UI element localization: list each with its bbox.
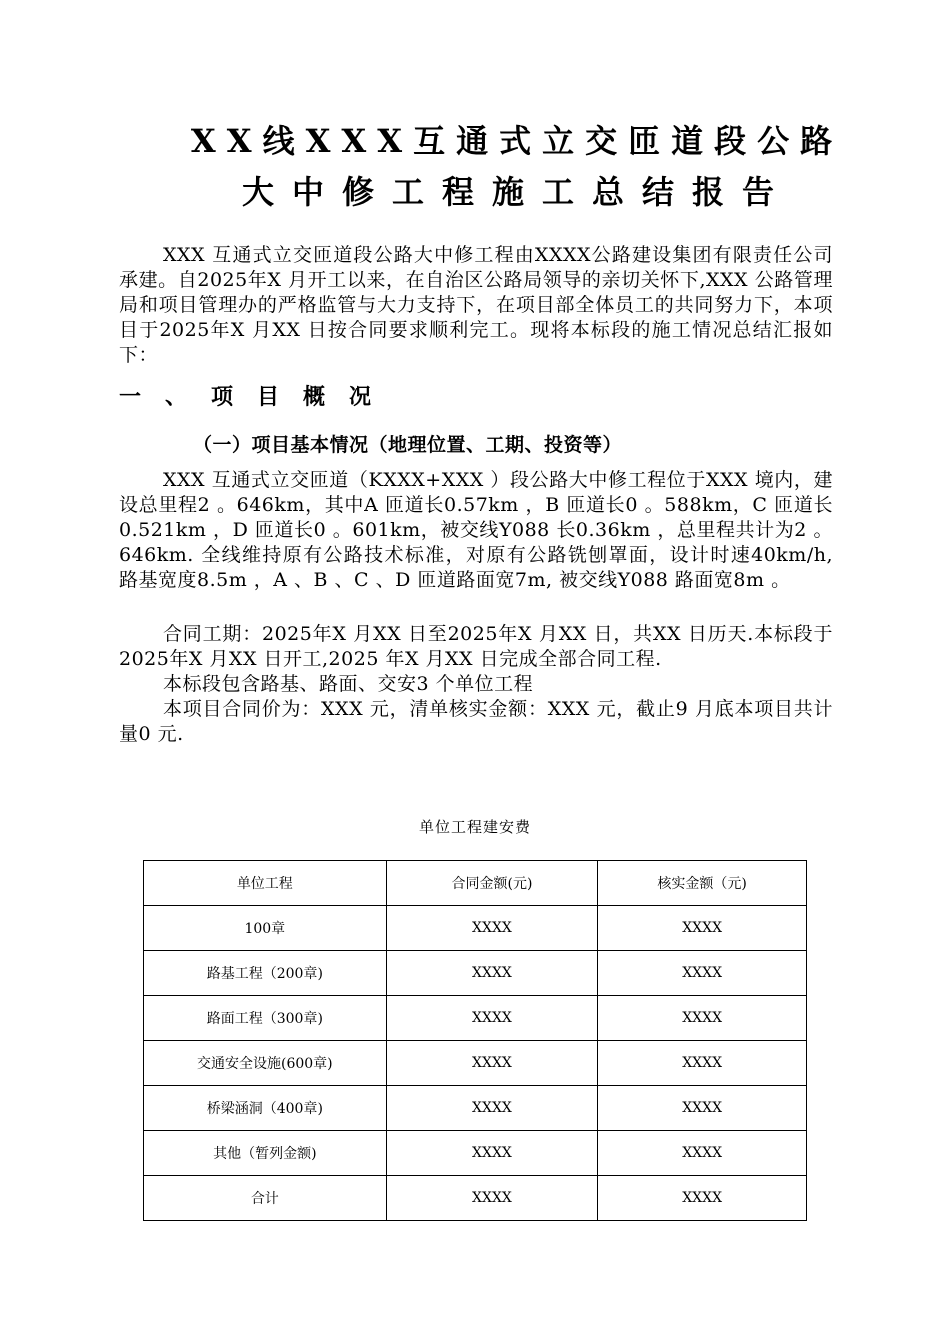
table-row: [144, 906, 807, 951]
cell-unit: 桥梁涵洞（400章): [144, 1086, 387, 1131]
cell-unit: 合计: [144, 1176, 387, 1221]
cell-contract: XXXX: [386, 1131, 598, 1176]
section-heading: 一、项目概况: [119, 384, 396, 410]
cell-unit: 路基工程（200章): [144, 951, 387, 996]
table-caption: 单位工程建安费: [418, 818, 531, 836]
table-row: [144, 1131, 807, 1176]
cell-verified: XXXX: [598, 1176, 807, 1221]
table-row: [144, 996, 807, 1041]
cell-contract: XXXX: [386, 1041, 598, 1086]
table-header-row: [144, 861, 807, 906]
table-row: [144, 1041, 807, 1086]
cost-table: [143, 860, 807, 1221]
header-unit: 单位工程: [144, 861, 387, 906]
units-paragraph: 本标段包含路基、路面、交安3 个单位工程: [163, 673, 534, 695]
cell-unit: 交通安全设施(600章): [144, 1041, 387, 1086]
cell-contract: XXXX: [386, 906, 598, 951]
cell-contract: XXXX: [386, 996, 598, 1041]
cell-unit: 100章: [144, 906, 387, 951]
subsection-heading: （一）项目基本情况（地理位置、工期、投资等）: [193, 434, 623, 456]
table-row: [144, 951, 807, 996]
cell-contract: XXXX: [386, 1086, 598, 1131]
intro-paragraph: XXX 互通式立交匝道段公路大中修工程由XXXX公路建设集团有限责任公司承建。自2025年X 月开工以来，在自治区公路局领导的亲切关怀下,XXX 公路管理局和项目管理办的严格监管与大力支持下，在项目部全体员工的共同努力下，本项目于2025年X 月XX 日按合同要求顺利完工。现将本标段的施工情况总结汇报如下：: [119, 244, 833, 366]
cell-verified: XXXX: [598, 1086, 807, 1131]
cell-contract: XXXX: [386, 1176, 598, 1221]
price-paragraph: 本项目合同价为：XXX 元，清单核实金额：XXX 元，截止9 月底本项目共计量0 元.: [119, 698, 833, 745]
cell-verified: XXXX: [598, 1131, 807, 1176]
cell-contract: XXXX: [386, 951, 598, 996]
document-title-line1: XX线XXX互通式立交匝道段公路: [190, 122, 844, 160]
header-verified-amount: 核实金额（元): [598, 861, 807, 906]
table-row: [144, 1086, 807, 1131]
cell-unit: 其他（暂列金额): [144, 1131, 387, 1176]
period-paragraph: 合同工期：2025年X 月XX 日至2025年X 月XX 日，共XX 日历天.本标段于2025年X 月XX 日开工,2025 年X 月XX 日完成全部合同工程.: [119, 623, 833, 670]
location-paragraph: XXX 互通式立交匝道（KXXX+XXX ）段公路大中修工程位于XXX 境内，建设总里程2 。646km，其中A 匝道长0.57km ，B 匝道长0 。588km，C 匝道长0.521km ，D 匝道长0 。601km，被交线Y088 长0.36km ，总里程共计为2 。646km. 全线维持原有公路技术标准，对原有公路铣刨罩面，设计时速40km/h, 路基宽度8.5m ，A 、B 、C 、D 匝道路面宽7m, 被交线Y088 路面宽8m 。: [119, 469, 833, 591]
cell-unit: 路面工程（300章): [144, 996, 387, 1041]
cell-verified: XXXX: [598, 951, 807, 996]
document-title-line2: 大中修工程施工总结报告: [241, 173, 792, 211]
cell-verified: XXXX: [598, 996, 807, 1041]
header-contract-amount: 合同金额(元): [386, 861, 598, 906]
table-total-row: [144, 1176, 807, 1221]
cell-verified: XXXX: [598, 906, 807, 951]
cell-verified: XXXX: [598, 1041, 807, 1086]
